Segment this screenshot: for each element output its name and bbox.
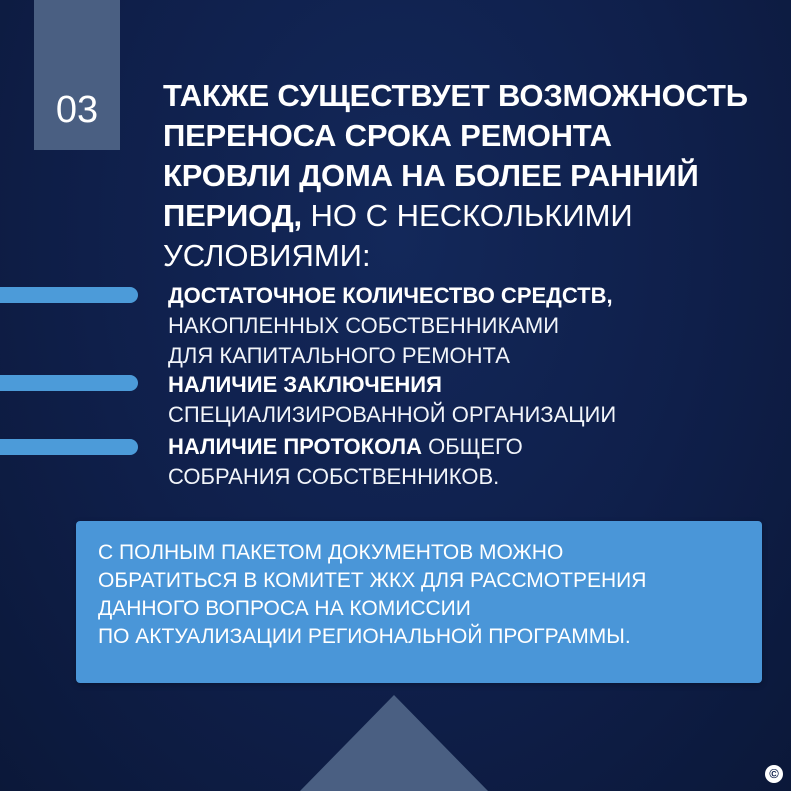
info-line-1: С ПОЛНЫМ ПАКЕТОМ ДОКУМЕНТОВ МОЖНО (98, 541, 564, 564)
headline-period: ПЕРИОД, (163, 198, 302, 233)
headline-continuation: НО С НЕСКОЛЬКИМИ (301, 198, 633, 233)
headline-line-2: ПЕРЕНОСА СРОКА РЕМОНТА (163, 118, 612, 153)
condition-2-line-1: СПЕЦИАЛИЗИРОВАННОЙ ОРГАНИЗАЦИИ (168, 402, 617, 427)
condition-3-inline: ОБЩЕГО (421, 434, 523, 459)
info-line-3: ДАННОГО ВОПРОСА НА КОМИССИИ (98, 597, 471, 620)
headline-line-3: КРОВЛИ ДОМА НА БОЛЕЕ РАННИЙ (163, 158, 699, 193)
condition-3-title: НАЛИЧИЕ ПРОТОКОЛА (168, 434, 422, 459)
triangle-shape (300, 695, 488, 791)
info-line-4: ПО АКТУАЛИЗАЦИИ РЕГИОНАЛЬНОЙ ПРОГРАММЫ. (98, 625, 631, 648)
condition-1-line-1: НАКОПЛЕННЫХ СОБСТВЕННИКАМИ (168, 313, 560, 338)
condition-2-title: НАЛИЧИЕ ЗАКЛЮЧЕНИЯ (168, 372, 442, 397)
headline-line-1: ТАКЖЕ СУЩЕСТВУЕТ ВОЗМОЖНОСТЬ (163, 78, 748, 113)
condition-3-line-1: СОБРАНИЯ СОБСТВЕННИКОВ. (168, 464, 500, 489)
copyright-icon: © (765, 765, 783, 783)
info-line-2: ОБРАТИТЬСЯ В КОМИТЕТ ЖКХ ДЛЯ РАССМОТРЕНИЯ (98, 569, 647, 592)
slide-number: 03 (55, 89, 99, 131)
headline-line-5: УСЛОВИЯМИ: (163, 238, 371, 273)
condition-1-line-2: ДЛЯ КАПИТАЛЬНОГО РЕМОНТА (168, 343, 510, 368)
condition-1-title: ДОСТАТОЧНОЕ КОЛИЧЕСТВО СРЕДСТВ, (168, 283, 613, 308)
